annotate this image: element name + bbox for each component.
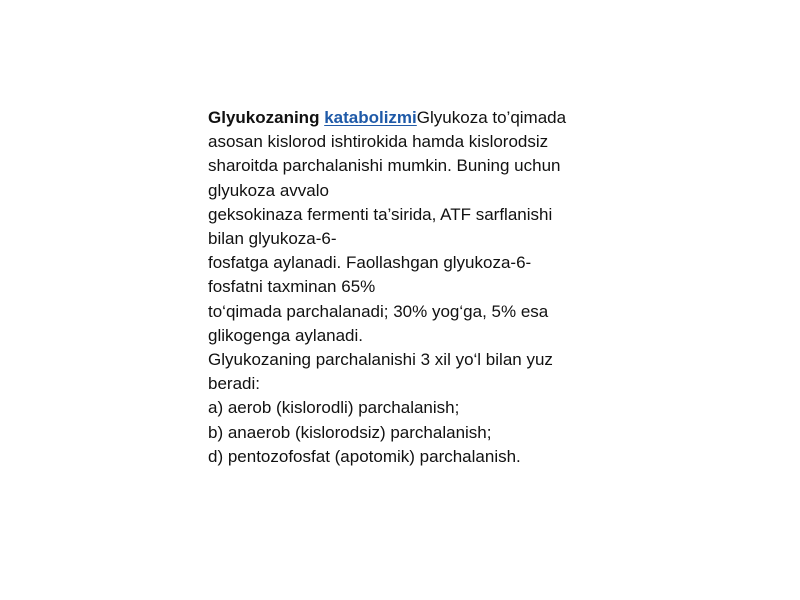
text-line-5: geksokinaza fermenti ta’sirida, ATF sarflanishi (208, 204, 553, 224)
text-line-9: to‘qimada parchalanadi; 30% yog‘ga, 5% esa (208, 301, 549, 321)
text-line-10: glikogenga aylanadi. (208, 325, 364, 345)
text-line-1: Glyukoza to’qimada (416, 108, 567, 127)
text-line-11: Glyukozaning parchalanishi 3 xil yo‘l bilan yuz (208, 350, 553, 370)
text-line-3: sharoitda parchalanishi mumkin. Buning uchun (208, 156, 561, 176)
text-line-2: asosan kislorod ishtirokida hamda kislorodsiz (208, 132, 549, 152)
katabolizmi-link[interactable]: katabolizmi (324, 108, 417, 127)
text-line-12: beradi: (208, 374, 260, 394)
heading-bold-text: Glyukozaning (208, 108, 325, 127)
document-text (208, 106, 608, 469)
first-line (208, 106, 608, 130)
list-item-d: d) pentozofosfat (apotomik) parchalanish. (208, 446, 521, 466)
list-item-a: a) aerob (kislorodli) parchalanish; (208, 398, 460, 418)
text-line-8: fosfatni taxminan 65% (208, 277, 376, 297)
text-line-4: glyukoza avvalo (208, 180, 329, 200)
text-line-7: fosfatga aylanadi. Faollashgan glyukoza-6- (208, 253, 532, 273)
text-line-6: bilan glyukoza-6- (208, 229, 337, 249)
list-item-b: b) anaerob (kislorodsiz) parchalanish; (208, 422, 492, 442)
